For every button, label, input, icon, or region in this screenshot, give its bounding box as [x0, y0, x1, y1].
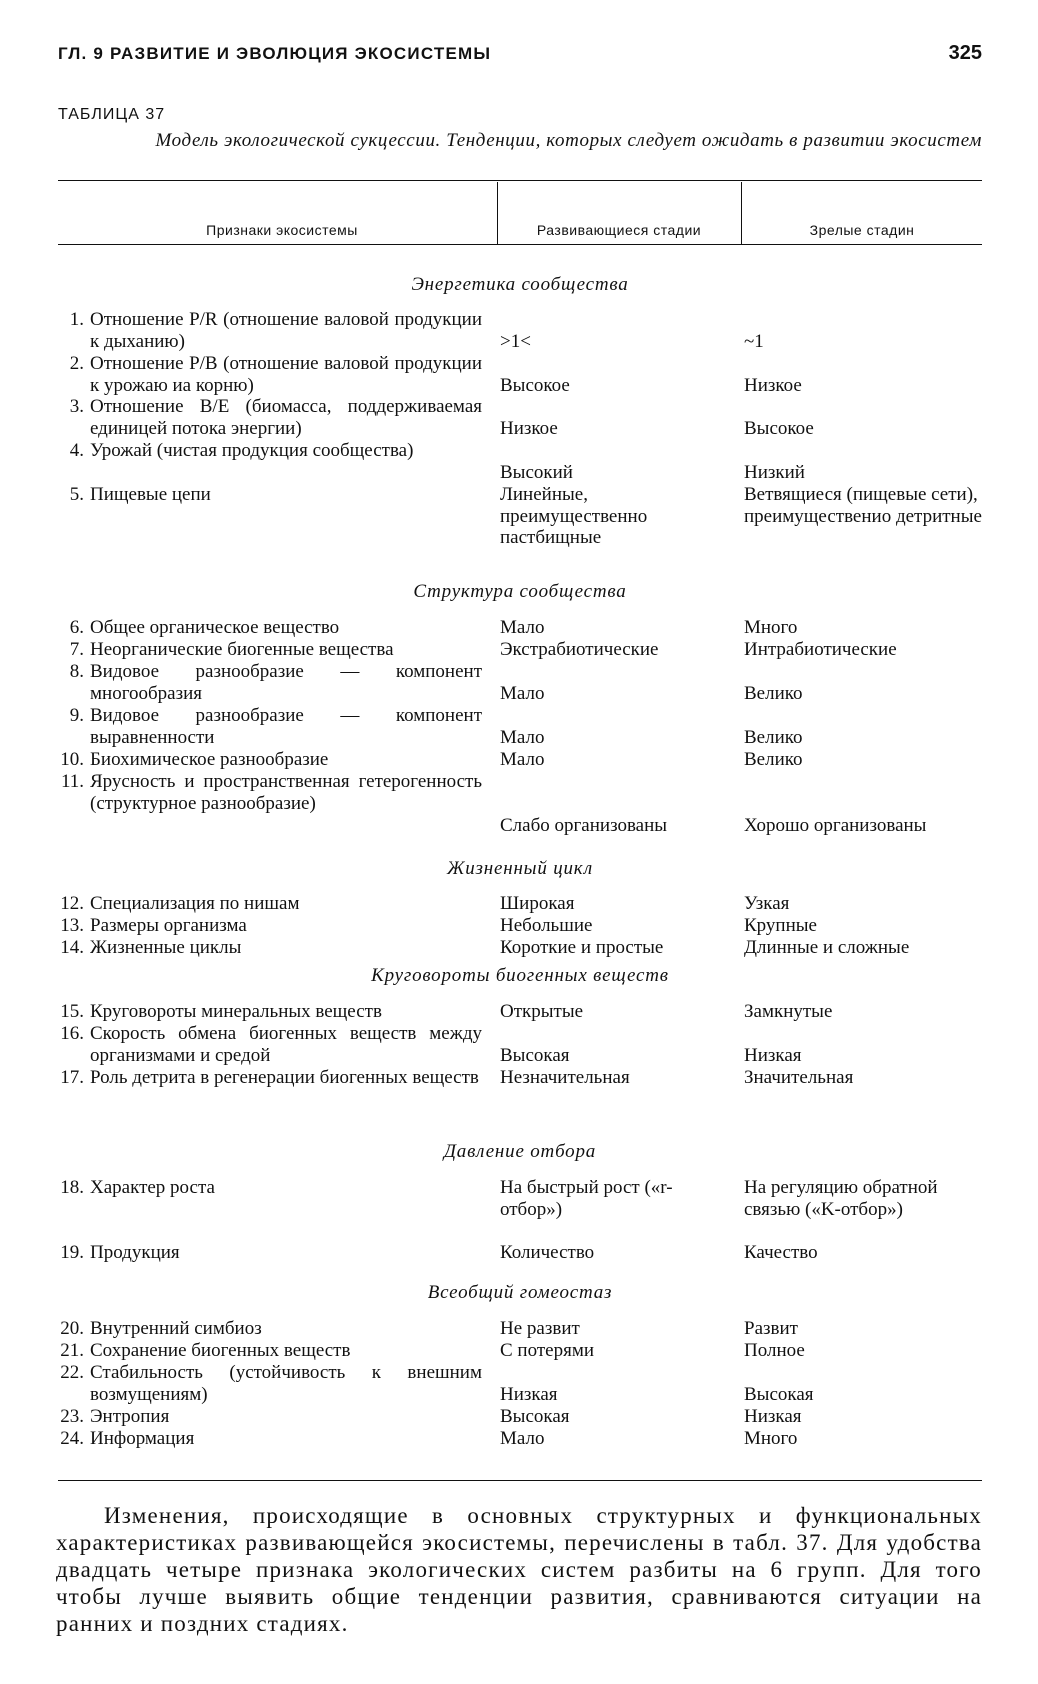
row-mature: Много [744, 1428, 798, 1449]
chapter-title: ГЛ. 9 РАЗВИТИЕ И ЭВОЛЮЦИЯ ЭКОСИСТЕМЫ [58, 44, 492, 63]
running-head [58, 44, 982, 74]
row-number: 13. [60, 915, 84, 936]
row-number: 7. [69, 639, 84, 660]
row-developing: Количество [500, 1242, 595, 1263]
row-mature: На регуляцию обратной связью («K-отбор») [744, 1177, 938, 1220]
row-developing: С потерями [500, 1340, 595, 1361]
row-developing: Небольшие [500, 915, 593, 936]
row-number: 18. [60, 1177, 84, 1198]
row-developing: >1< [500, 331, 531, 352]
page-number: 325 [948, 42, 982, 64]
row-developing: Высокое [500, 375, 570, 396]
row-mature: Значительная [744, 1067, 854, 1088]
row-feature: Специализация по нишам [90, 893, 300, 914]
row-feature: Внутренний симбиоз [90, 1318, 262, 1339]
row-feature: Характер роста [90, 1177, 215, 1198]
row-feature: Общее органическое вещество [90, 617, 340, 638]
row-developing: На быстрый рост («r-отбор») [500, 1177, 673, 1220]
row-mature: Замкнутые [744, 1001, 833, 1022]
row-mature: Высокое [744, 418, 814, 439]
row-number: 19. [60, 1242, 84, 1263]
row-developing: Высокая [500, 1406, 570, 1427]
row-number: 15. [60, 1001, 84, 1022]
row-developing: Мало [500, 749, 545, 770]
row-number: 10. [60, 749, 84, 770]
section-title: Всеобщий гомеостаз [427, 1282, 613, 1303]
row-mature: Низкий [744, 462, 805, 483]
row-developing: Мало [500, 727, 545, 748]
row-developing: Слабо организованы [500, 815, 668, 836]
row-mature: Много [744, 617, 798, 638]
row-mature: Велико [744, 683, 803, 704]
row-feature: Урожай (чистая продукция сообщества) [90, 440, 414, 461]
row-developing: Низкая [500, 1384, 558, 1405]
row-developing: Мало [500, 1428, 545, 1449]
row-number: 4. [69, 440, 84, 461]
row-feature: Размеры организма [90, 915, 247, 936]
row-mature: Ветвящиеся (пищевые сети), преимущественио детритные [744, 484, 982, 527]
column-header-developing: Развивающиеся стадии [536, 222, 702, 238]
row-developing: Низкое [500, 418, 558, 439]
row-feature: Отношение B/E (биомасса, поддерживаемая единицей потока энергии) [90, 396, 482, 439]
row-number: 20. [60, 1318, 84, 1339]
row-developing: Широкая [500, 893, 575, 914]
row-feature: Видовое разнообразие — компонент многообразия [90, 661, 482, 704]
row-developing: Короткие и простые [500, 937, 664, 958]
row-developing: Незначительная [500, 1067, 630, 1088]
section-title: Структура сообщества [413, 581, 627, 602]
column-divider-1 [497, 182, 498, 244]
table-header-rule [58, 244, 982, 245]
row-feature: Роль детрита в регенерации биогенных веществ [90, 1067, 479, 1088]
row-feature: Видовое разнообразие — компонент выравненности [90, 705, 482, 748]
row-mature: Интрабиотические [744, 639, 897, 660]
row-number: 1. [69, 309, 84, 330]
table-caption: Модель экологической сукцессии. Тенденции, которых следует ожидать в развитии экосистем [155, 130, 982, 151]
row-mature: Узкая [744, 893, 790, 914]
row-feature: Скорость обмена биогенных веществ между организмами и средой [90, 1023, 482, 1066]
row-mature: Низкая [744, 1045, 802, 1066]
section-title: Круговороты биогенных веществ [371, 965, 669, 986]
row-number: 3. [69, 396, 84, 417]
row-developing: Мало [500, 683, 545, 704]
row-mature: Хорошо организованы [744, 815, 927, 836]
column-header-mature: Зрелые стадин [809, 222, 915, 238]
row-mature: Качество [744, 1242, 818, 1263]
row-developing: Не развит [500, 1318, 580, 1339]
row-feature: Круговороты минеральных веществ [90, 1001, 382, 1022]
row-feature: Отношение P/R (отношение валовой продукции к дыханию) [90, 309, 482, 352]
row-number: 11. [60, 771, 84, 792]
column-header-features: Признаки экосистемы [206, 222, 358, 238]
row-feature: Биохимическое разнообразие [90, 749, 329, 770]
row-mature: Низкое [744, 375, 802, 396]
row-mature: ~1 [744, 331, 764, 352]
row-feature: Стабильность (устойчивость к внешним возмущениям) [90, 1362, 482, 1405]
table-bottom-rule [58, 1480, 982, 1481]
row-developing: Мало [500, 617, 545, 638]
row-feature: Сохранение биогенных веществ [90, 1340, 351, 1361]
section-title: Энергетика сообщества [411, 274, 629, 295]
row-number: 24. [60, 1428, 84, 1449]
row-mature: Длинные и сложные [744, 937, 910, 958]
row-mature: Низкая [744, 1406, 802, 1427]
row-number: 23. [60, 1406, 84, 1427]
table-label: ТАБЛИЦА 37 [58, 106, 166, 123]
section-title: Давление отбора [443, 1141, 597, 1162]
row-number: 8. [69, 661, 84, 682]
row-mature: Крупные [744, 915, 817, 936]
row-developing: Открытые [500, 1001, 584, 1022]
row-feature: Неорганические биогенные вещества [90, 639, 394, 660]
row-number: 16. [60, 1023, 84, 1044]
row-number: 21. [60, 1340, 84, 1361]
row-number: 12. [60, 893, 84, 914]
row-mature: Высокая [744, 1384, 814, 1405]
row-number: 17. [60, 1067, 84, 1088]
row-mature: Развит [744, 1318, 798, 1339]
row-number: 6. [69, 617, 84, 638]
row-feature: Продукция [90, 1242, 180, 1263]
row-feature: Пищевые цепи [90, 484, 211, 505]
row-feature: Ярусность и пространственная гетерогенность (структурное разнообразие) [90, 771, 482, 814]
table-top-rule [58, 180, 982, 181]
row-feature: Энтропия [90, 1406, 170, 1427]
row-feature: Информация [90, 1428, 195, 1449]
row-mature: Велико [744, 727, 803, 748]
row-mature: Полное [744, 1340, 805, 1361]
row-developing: Линейные, преимущественно пастбищные [500, 484, 648, 549]
row-mature: Велико [744, 749, 803, 770]
section-title: Жизненный цикл [447, 858, 593, 879]
row-number: 2. [69, 353, 84, 374]
row-number: 5. [69, 484, 84, 505]
column-divider-2 [741, 182, 742, 244]
row-feature: Отношение P/B (отношение валовой продукции к урожаю иа корню) [90, 353, 482, 396]
row-developing: Высокая [500, 1045, 570, 1066]
body-paragraph: Изменения, происходящие в основных структурных и функциональных характеристиках развивающейся экосистемы, перечислены в табл. 37. Для удобства двадцать четыре признака экологических систем разбиты на 6 групп. Для того чтобы лучше выявить общие тенденции развития, сравниваются ситуации на ранних и поздних стадиях. [56, 1503, 982, 1636]
row-number: 9. [69, 705, 84, 726]
row-number: 22. [60, 1362, 84, 1383]
row-developing: Высокий [500, 462, 573, 483]
row-feature: Жизненные циклы [90, 937, 242, 958]
row-developing: Экстрабиотические [500, 639, 659, 660]
row-number: 14. [60, 937, 84, 958]
